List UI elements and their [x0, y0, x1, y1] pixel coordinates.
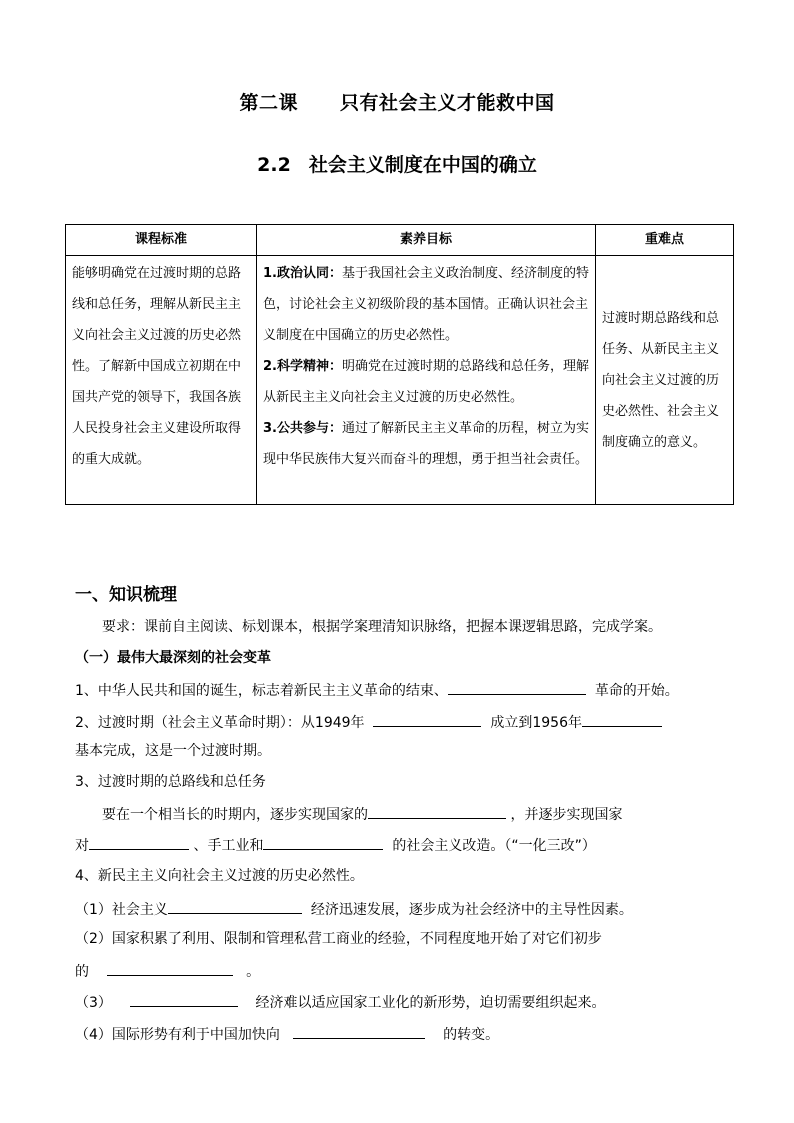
curriculum-table: [65, 224, 734, 505]
lesson-title: [0, 88, 794, 115]
header-key-points: 重难点: [596, 225, 734, 256]
standard-cell: 能够明确党在过渡时期的总路线和总任务，理解从新民主主义向社会主义过渡的历史必然性。了解新中国成立初期在中国共产党的领导下，我国各族人民投身社会主义建设所取得的重大成就。: [66, 256, 257, 505]
table-header-row: [66, 225, 734, 256]
question-3-line2: 对 、手工业和 的社会主义改造。（“一化三改”）: [75, 834, 596, 856]
question-4-1: （1）社会主义 经济迅速发展，逐步成为社会经济中的主导性因素。: [75, 898, 633, 920]
question-3: 3、过渡时期的总路线和总任务: [75, 774, 266, 790]
question-2-cont: 基本完成，这是一个过渡时期。: [75, 743, 271, 759]
fill-blank[interactable]: [263, 834, 383, 850]
fill-blank[interactable]: [373, 711, 481, 727]
section-number: 2.2: [257, 154, 291, 176]
goal-item: 1.政治认同：基于我国社会主义政治制度、经济制度的特色，讨论社会主义初级阶段的基本国情。正确认识社会主义制度在中国确立的历史必然性。: [263, 266, 589, 343]
header-standard: 课程标准: [66, 225, 257, 256]
requirement-text: 要求：课前自主阅读、标划课本，根据学案理清知识脉络，把握本课逻辑思路，完成学案。: [102, 619, 662, 635]
fill-blank[interactable]: [368, 803, 506, 819]
header-goals: 素养目标: [257, 225, 596, 256]
goal-item: 2.科学精神：明确党在过渡时期的总路线和总任务，理解从新民主主义向社会主义过渡的历史必然性。: [263, 359, 589, 405]
fill-blank[interactable]: [293, 1023, 425, 1039]
question-2: 2、过渡时期（社会主义革命时期）：从1949年 成立到1956年: [75, 711, 662, 733]
question-3-line1: 要在一个相当长的时期内，逐步实现国家的 ，并逐步实现国家: [102, 803, 622, 825]
question-4-2-cont: 的 。: [75, 960, 260, 982]
fill-blank[interactable]: [107, 960, 233, 976]
section-name: 社会主义制度在中国的确立: [308, 154, 537, 176]
fill-blank[interactable]: [582, 711, 662, 727]
lesson-name: 只有社会主义才能救中国: [340, 92, 555, 114]
goal-item: 3.公共参与：通过了解新民主主义革命的历程，树立为实现中华民族伟大复兴而奋斗的理想，勇于担当社会责任。: [263, 421, 589, 467]
section-title: [0, 150, 794, 177]
question-4-4: （4）国际形势有利于中国加快向 的转变。: [75, 1023, 499, 1045]
fill-blank[interactable]: [168, 898, 302, 914]
question-4-3: （3） 经济难以适应国家工业化的新形势，迫切需要组织起来。: [75, 991, 606, 1013]
question-1: 1、中华人民共和国的诞生，标志着新民主主义革命的结束、 革命的开始。: [75, 679, 679, 701]
fill-blank[interactable]: [448, 679, 586, 695]
question-4: 4、新民主主义向社会主义过渡的历史必然性。: [75, 868, 364, 884]
goals-cell: [257, 256, 596, 505]
question-4-2: （2）国家积累了利用、限制和管理私营工商业的经验，不同程度地开始了对它们初步: [75, 931, 602, 947]
subsection-heading: （一）最伟大最深刻的社会变革: [75, 650, 271, 666]
section-heading: 一、知识梳理: [75, 585, 177, 605]
fill-blank[interactable]: [89, 834, 189, 850]
fill-blank[interactable]: [130, 991, 238, 1007]
lesson-number: 第二课: [239, 92, 298, 114]
key-points-cell: 过渡时期总路线和总任务、从新民主主义向社会主义过渡的历史必然性、社会主义制度确立的意义。: [596, 256, 734, 505]
table-row: [66, 256, 734, 505]
